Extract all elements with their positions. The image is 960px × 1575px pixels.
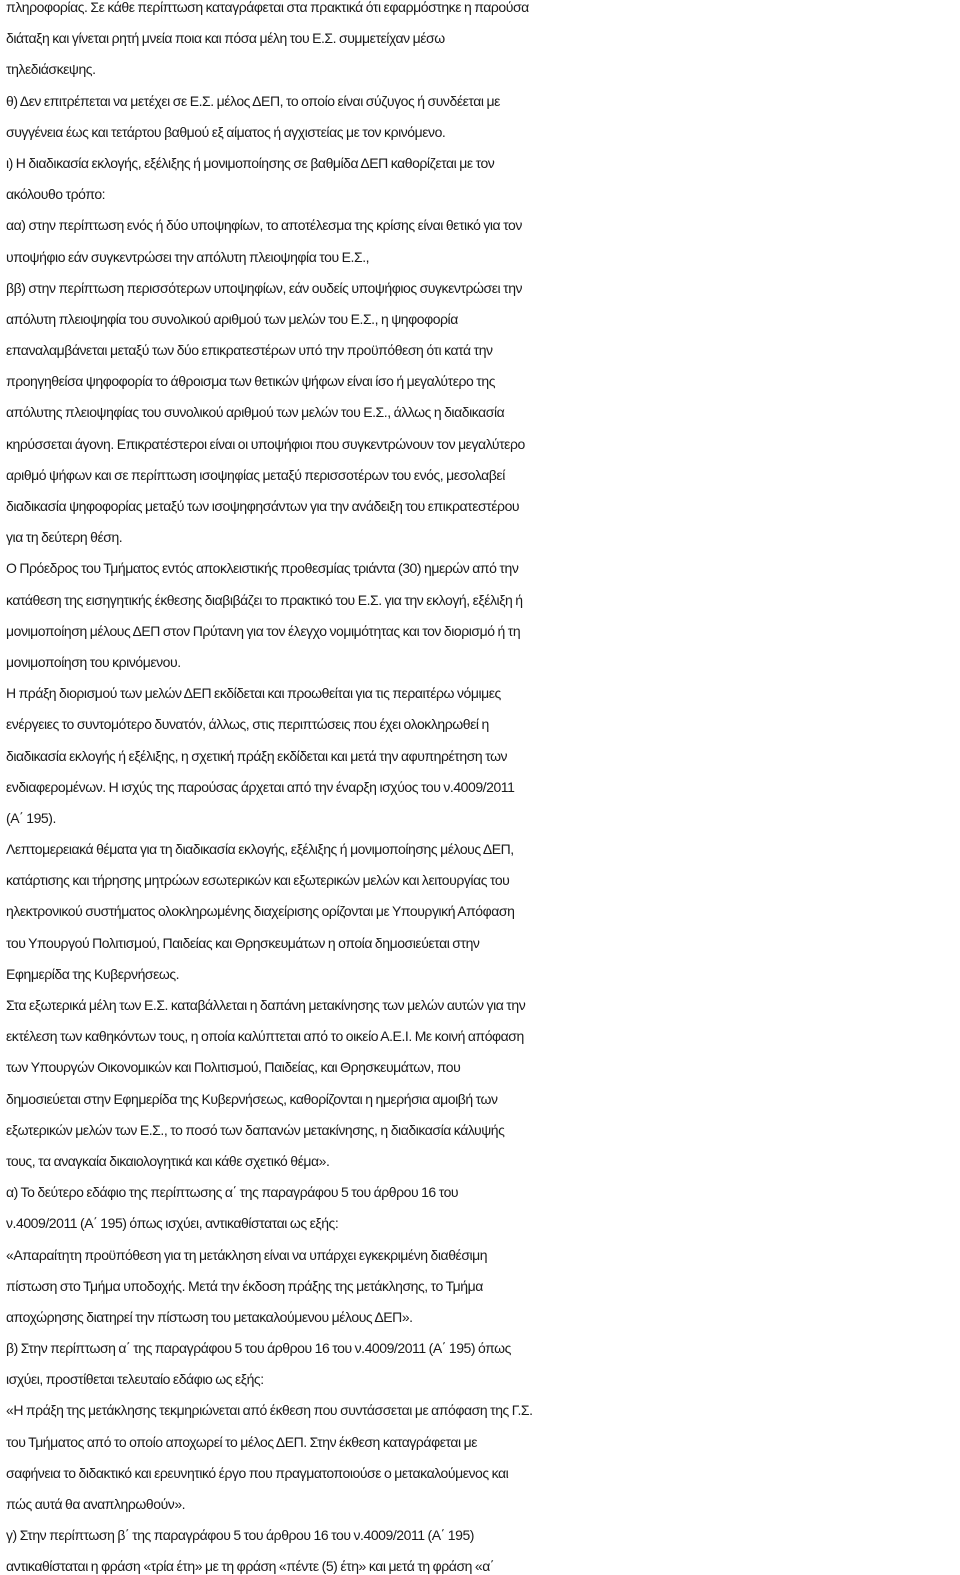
text-line: αα) στην περίπτωση ενός ή δύο υποψηφίων, το αποτέλεσμα της κρίσης είναι θετικό για τον <box>6 217 522 234</box>
text-line: κηρύσσεται άγονη. Επικρατέστεροι είναι οι υποψήφιοι που συγκεντρώνουν τον μεγαλύτερο <box>6 435 525 452</box>
text-line: θ) Δεν επιτρέπεται να μετέχει σε Ε.Σ. μέλος ΔΕΠ, το οποίο είναι σύζυγος ή συνδέεται με <box>6 92 500 109</box>
text-line: β) Στην περίπτωση α΄ της παραγράφου 5 του άρθρου 16 του ν.4009/2011 (Α΄ 195) όπως <box>6 1340 511 1357</box>
text-line: ι) Η διαδικασία εκλογής, εξέλιξης ή μονιμοποίησης σε βαθμίδα ΔΕΠ καθορίζεται με τον <box>6 154 495 171</box>
text-line: σαφήνεια το διδακτικό και ερευνητικό έργο που πραγματοποιούσε ο μετακαλούμενος και <box>6 1464 509 1481</box>
text-line: ακόλουθο τρόπο: <box>6 186 106 203</box>
text-line: για τη δεύτερη θέση. <box>6 529 123 546</box>
text-line: εξωτερικών μελών των Ε.Σ., το ποσό των δαπανών μετακίνησης, η διαδικασία κάλυψής <box>6 1121 505 1138</box>
text-line: μονιμοποίηση του κρινόμενου. <box>6 653 181 670</box>
text-line: πίστωση στο Τμήμα υποδοχής. Μετά την έκδοση πράξης της μετάκλησης, το Τμήμα <box>6 1277 483 1294</box>
text-line: εκτέλεση των καθηκόντων τους, η οποία καλύπτεται από το οικείο Α.Ε.Ι. Με κοινή απόφαση <box>6 1028 524 1045</box>
text-line: ισχύει, προστίθεται τελευταίο εδάφιο ως εξής: <box>6 1371 264 1388</box>
text-line: «Η πράξη της μετάκλησης τεκμηριώνεται από έκθεση που συντάσσεται με απόφαση της Γ.Σ. <box>6 1402 533 1419</box>
text-line: των Υπουργών Οικονομικών και Πολιτισμού, Παιδείας, και Θρησκευμάτων, που <box>6 1059 461 1076</box>
text-line: υποψήφιο εάν συγκεντρώσει την απόλυτη πλειοψηφία του Ε.Σ., <box>6 248 370 265</box>
text-line: γ) Στην περίπτωση β΄ της παραγράφου 5 του άρθρου 16 του ν.4009/2011 (Α΄ 195) <box>6 1527 474 1544</box>
text-line: Στα εξωτερικά μέλη των Ε.Σ. καταβάλλεται η δαπάνη μετακίνησης των μελών αυτών για την <box>6 997 526 1013</box>
text-line: (Α΄ 195). <box>6 809 56 826</box>
text-line: απόλυτη πλειοψηφία του συνολικού αριθμού των μελών του Ε.Σ., η ψηφοφορία <box>6 310 458 327</box>
text-line: συγγένεια έως και τετάρτου βαθμού εξ αίματος ή αγχιστείας με τον κρινόμενο. <box>6 123 446 140</box>
text-line: κατάθεση της εισηγητικής έκθεσης διαβιβάζει το πρακτικό του Ε.Σ. για την εκλογή, εξέλιξη ή <box>6 591 523 608</box>
text-line: ββ) στην περίπτωση περισσότερων υποψηφίων, εάν ουδείς υποψήφιος συγκεντρώσει την <box>6 279 523 296</box>
text-line: Η πράξη διορισμού των μελών ΔΕΠ εκδίδεται και προωθείται για τις περαιτέρω νόμιμες <box>6 685 501 702</box>
text-line: επαναλαμβάνεται μεταξύ των δύο επικρατεστέρων υπό την προϋπόθεση ότι κατά την <box>6 342 493 359</box>
text-line: αριθμό ψήφων και σε περίπτωση ισοψηφίας μεταξύ περισσοτέρων του ενός, μεσολαβεί <box>6 466 505 483</box>
text-line: προηγηθείσα ψηφοφορία το άθροισμα των θετικών ψήφων είναι ίσο ή μεγαλύτερο της <box>6 373 496 390</box>
text-line: Λεπτομερειακά θέματα για τη διαδικασία εκλογής, εξέλιξης ή μονιμοποίησης μέλους ΔΕΠ, <box>6 841 514 858</box>
text-line: διάταξη και γίνεται ρητή μνεία ποια και πόσα μέλη του Ε.Σ. συμμετείχαν μέσω <box>6 30 445 47</box>
text-line: πληροφορίας. Σε κάθε περίπτωση καταγράφεται στα πρακτικά ότι εφαρμόστηκε η παρούσα <box>6 0 529 15</box>
text-line: αντικαθίσταται η φράση «τρία έτη» με τη φράση «πέντε (5) έτη» και μετά τη φράση «α΄ <box>6 1558 495 1575</box>
text-line: απόλυτης πλειοψηφίας του συνολικού αριθμού των μελών του Ε.Σ., άλλως η διαδικασία <box>6 404 505 421</box>
text-line: τους, τα αναγκαία δικαιολογητικά και κάθε σχετικό θέμα». <box>6 1152 330 1169</box>
text-line: πώς αυτά θα αναπληρωθούν». <box>6 1496 186 1512</box>
text-line: «Απαραίτητη προϋπόθεση για τη μετάκληση είναι να υπάρχει εγκεκριμένη διαθέσιμη <box>6 1246 488 1263</box>
text-line: τηλεδιάσκεψης. <box>6 61 96 78</box>
text-line: μονιμοποίηση μέλους ΔΕΠ στον Πρύτανη για τον έλεγχο νομιμότητας και τον διορισμό ή τη <box>6 622 521 639</box>
text-line: ηλεκτρονικού συστήματος ολοκληρωμένης διαχείρισης ορίζονται με Υπουργική Απόφαση <box>6 903 515 920</box>
text-line: ενέργειες το συντομότερο δυνατόν, άλλως, στις περιπτώσεις που έχει ολοκληρωθεί η <box>6 716 489 733</box>
text-line: αποχώρησης διατηρεί την πίστωση του μετακαλούμενου μέλους ΔΕΠ». <box>6 1308 413 1325</box>
text-line: Εφημερίδα της Κυβερνήσεως. <box>6 965 180 982</box>
text-line: κατάρτισης και τήρησης μητρώων εσωτερικών και εξωτερικών μελών και λειτουργίας του <box>6 872 510 889</box>
text-line: α) Το δεύτερο εδάφιο της περίπτωσης α΄ της παραγράφου 5 του άρθρου 16 του <box>6 1184 459 1201</box>
text-line: Ο Πρόεδρος του Τμήματος εντός αποκλειστικής προθεσμίας τριάντα (30) ημερών από την <box>6 560 519 577</box>
text-line: του Υπουργού Πολιτισμού, Παιδείας και Θρησκευμάτων η οποία δημοσιεύεται στην <box>6 934 480 951</box>
text-line: διαδικασία ψηφοφορίας μεταξύ των ισοψηφησάντων για την ανάδειξη του επικρατεστέρου <box>6 498 520 514</box>
text-line: διαδικασία εκλογής ή εξέλιξης, η σχετική πράξη εκδίδεται και μετά την αφυπηρέτηση των <box>6 747 508 764</box>
text-line: δημοσιεύεται στην Εφημερίδα της Κυβερνήσεως, καθορίζονται η ημερήσια αμοιβή των <box>6 1090 498 1107</box>
text-line: ενδιαφερομένων. Η ισχύς της παρούσας άρχεται από την έναρξη ισχύος του ν.4009/2011 <box>6 778 515 795</box>
text-line: του Τμήματος από το οποίο αποχωρεί το μέλος ΔΕΠ. Στην έκθεση καταγράφεται με <box>6 1433 478 1450</box>
text-line: ν.4009/2011 (Α΄ 195) όπως ισχύει, αντικαθίσταται ως εξής: <box>6 1215 339 1232</box>
